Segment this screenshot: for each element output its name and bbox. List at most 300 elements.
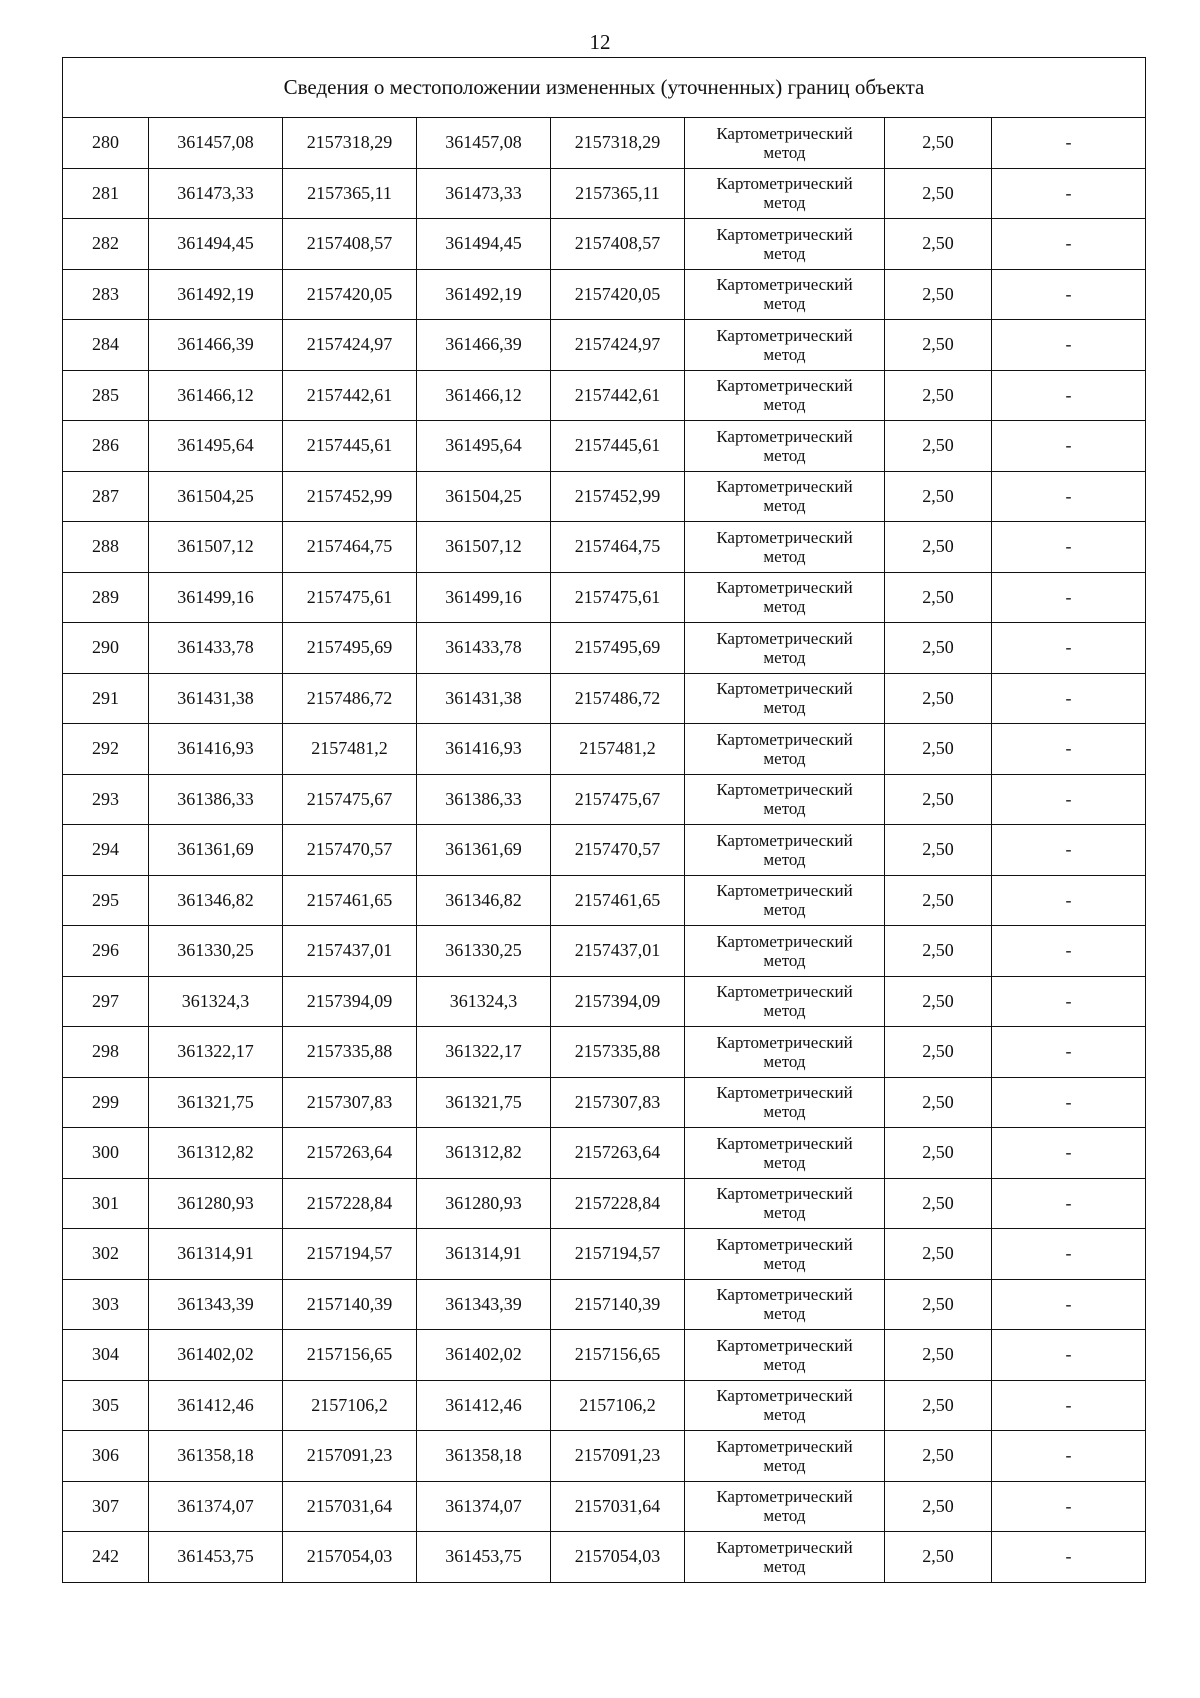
table-row [63,320,1146,371]
method-line-2: метод [763,445,806,465]
method-cell [685,269,885,320]
table-row [63,926,1146,977]
refined-x-cell: 361412,46 [417,1380,551,1431]
method-cell [685,1532,885,1583]
method-cell [685,976,885,1027]
description-cell: - [992,976,1146,1027]
method-line-1: Картометрический [716,1032,853,1052]
refined-y-cell: 2157318,29 [551,118,685,169]
table-row [63,1128,1146,1179]
point-number-cell: 284 [63,320,149,371]
method-line-1: Картометрический [716,376,853,396]
refined-y-cell: 2157140,39 [551,1279,685,1330]
existing-y-cell: 2157470,57 [283,825,417,876]
table-row [63,976,1146,1027]
accuracy-cell: 2,50 [885,673,992,724]
method-cell [685,875,885,926]
existing-y-cell: 2157461,65 [283,875,417,926]
point-number-cell: 301 [63,1178,149,1229]
refined-x-cell: 361507,12 [417,522,551,573]
accuracy-cell: 2,50 [885,1330,992,1381]
accuracy-cell: 2,50 [885,976,992,1027]
refined-x-cell: 361324,3 [417,976,551,1027]
accuracy-cell: 2,50 [885,875,992,926]
method-line-1: Картометрический [716,224,853,244]
refined-y-cell: 2157442,61 [551,370,685,421]
refined-y-cell: 2157424,97 [551,320,685,371]
table-row [63,875,1146,926]
coordinates-table [62,57,1146,1583]
existing-y-cell: 2157156,65 [283,1330,417,1381]
point-number-cell: 303 [63,1279,149,1330]
existing-x-cell: 361346,82 [149,875,283,926]
point-number-cell: 306 [63,1431,149,1482]
method-line-2: метод [763,799,806,819]
refined-y-cell: 2157464,75 [551,522,685,573]
refined-x-cell: 361495,64 [417,421,551,472]
accuracy-cell: 2,50 [885,1532,992,1583]
refined-x-cell: 361386,33 [417,774,551,825]
accuracy-cell: 2,50 [885,421,992,472]
table-row [63,1330,1146,1381]
refined-x-cell: 361494,45 [417,219,551,270]
description-cell: - [992,1279,1146,1330]
description-cell: - [992,572,1146,623]
description-cell: - [992,1229,1146,1280]
method-line-1: Картометрический [716,477,853,497]
existing-y-cell: 2157263,64 [283,1128,417,1179]
accuracy-cell: 2,50 [885,1128,992,1179]
method-cell [685,421,885,472]
method-cell [685,623,885,674]
method-line-1: Картометрический [716,325,853,345]
refined-y-cell: 2157486,72 [551,673,685,724]
point-number-cell: 295 [63,875,149,926]
method-line-1: Картометрический [716,780,853,800]
point-number-cell: 291 [63,673,149,724]
point-number-cell: 290 [63,623,149,674]
method-line-1: Картометрический [716,881,853,901]
existing-y-cell: 2157228,84 [283,1178,417,1229]
table-row [63,522,1146,573]
method-cell [685,1077,885,1128]
existing-x-cell: 361321,75 [149,1077,283,1128]
refined-x-cell: 361473,33 [417,168,551,219]
table-row [63,219,1146,270]
table-row [63,572,1146,623]
method-line-2: метод [763,1354,806,1374]
refined-x-cell: 361330,25 [417,926,551,977]
refined-y-cell: 2157470,57 [551,825,685,876]
method-line-1: Картометрический [716,931,853,951]
refined-x-cell: 361346,82 [417,875,551,926]
point-number-cell: 286 [63,421,149,472]
description-cell: - [992,1532,1146,1583]
refined-y-cell: 2157475,61 [551,572,685,623]
point-number-cell: 285 [63,370,149,421]
existing-x-cell: 361431,38 [149,673,283,724]
method-line-1: Картометрический [716,830,853,850]
method-cell [685,1279,885,1330]
accuracy-cell: 2,50 [885,219,992,270]
refined-y-cell: 2157461,65 [551,875,685,926]
point-number-cell: 299 [63,1077,149,1128]
method-line-1: Картометрический [716,1537,853,1557]
existing-x-cell: 361494,45 [149,219,283,270]
existing-x-cell: 361495,64 [149,421,283,472]
refined-y-cell: 2157420,05 [551,269,685,320]
existing-y-cell: 2157054,03 [283,1532,417,1583]
description-cell: - [992,219,1146,270]
method-line-2: метод [763,142,806,162]
method-cell [685,1229,885,1280]
refined-y-cell: 2157335,88 [551,1027,685,1078]
point-number-cell: 282 [63,219,149,270]
method-line-1: Картометрический [716,1285,853,1305]
accuracy-cell: 2,50 [885,320,992,371]
existing-y-cell: 2157442,61 [283,370,417,421]
existing-y-cell: 2157408,57 [283,219,417,270]
existing-x-cell: 361280,93 [149,1178,283,1229]
existing-y-cell: 2157394,09 [283,976,417,1027]
point-number-cell: 296 [63,926,149,977]
point-number-cell: 289 [63,572,149,623]
method-line-2: метод [763,1152,806,1172]
refined-y-cell: 2157437,01 [551,926,685,977]
existing-y-cell: 2157424,97 [283,320,417,371]
existing-y-cell: 2157495,69 [283,623,417,674]
refined-x-cell: 361453,75 [417,1532,551,1583]
refined-x-cell: 361361,69 [417,825,551,876]
method-line-2: метод [763,496,806,516]
existing-x-cell: 361314,91 [149,1229,283,1280]
method-cell [685,825,885,876]
section-title: Сведения о местоположении измененных (уточненных) границ объекта [63,58,1146,118]
description-cell: - [992,320,1146,371]
method-cell [685,774,885,825]
table-row [63,1279,1146,1330]
method-cell [685,1380,885,1431]
method-line-2: метод [763,698,806,718]
existing-y-cell: 2157486,72 [283,673,417,724]
point-number-cell: 298 [63,1027,149,1078]
existing-x-cell: 361358,18 [149,1431,283,1482]
refined-y-cell: 2157054,03 [551,1532,685,1583]
refined-x-cell: 361457,08 [417,118,551,169]
existing-y-cell: 2157106,2 [283,1380,417,1431]
table-row [63,168,1146,219]
accuracy-cell: 2,50 [885,269,992,320]
method-line-2: метод [763,1001,806,1021]
description-cell: - [992,269,1146,320]
method-cell [685,1431,885,1482]
method-line-1: Картометрический [716,1234,853,1254]
refined-x-cell: 361433,78 [417,623,551,674]
table-row [63,825,1146,876]
refined-y-cell: 2157228,84 [551,1178,685,1229]
existing-y-cell: 2157481,2 [283,724,417,775]
table-row [63,1481,1146,1532]
accuracy-cell: 2,50 [885,118,992,169]
existing-x-cell: 361386,33 [149,774,283,825]
table-row [63,673,1146,724]
description-cell: - [992,421,1146,472]
refined-y-cell: 2157307,83 [551,1077,685,1128]
existing-x-cell: 361504,25 [149,471,283,522]
table-row [63,1027,1146,1078]
existing-x-cell: 361343,39 [149,1279,283,1330]
description-cell: - [992,774,1146,825]
point-number-cell: 307 [63,1481,149,1532]
refined-x-cell: 361374,07 [417,1481,551,1532]
method-line-1: Картометрический [716,1133,853,1153]
existing-y-cell: 2157307,83 [283,1077,417,1128]
refined-x-cell: 361431,38 [417,673,551,724]
description-cell: - [992,1077,1146,1128]
method-line-2: метод [763,395,806,415]
existing-x-cell: 361330,25 [149,926,283,977]
existing-y-cell: 2157335,88 [283,1027,417,1078]
refined-x-cell: 361280,93 [417,1178,551,1229]
method-line-2: метод [763,243,806,263]
refined-y-cell: 2157481,2 [551,724,685,775]
table-row [63,774,1146,825]
refined-y-cell: 2157031,64 [551,1481,685,1532]
table-row [63,269,1146,320]
table-row [63,471,1146,522]
description-cell: - [992,370,1146,421]
method-line-2: метод [763,1506,806,1526]
existing-y-cell: 2157437,01 [283,926,417,977]
method-cell [685,168,885,219]
method-line-1: Картометрический [716,1083,853,1103]
method-line-1: Картометрический [716,1436,853,1456]
point-number-cell: 280 [63,118,149,169]
refined-x-cell: 361312,82 [417,1128,551,1179]
method-line-1: Картометрический [716,123,853,143]
accuracy-cell: 2,50 [885,471,992,522]
table-row [63,370,1146,421]
method-cell [685,118,885,169]
description-cell: - [992,825,1146,876]
accuracy-cell: 2,50 [885,370,992,421]
method-line-1: Картометрический [716,982,853,1002]
point-number-cell: 305 [63,1380,149,1431]
table-row [63,724,1146,775]
table-row [63,1532,1146,1583]
method-line-2: метод [763,1304,806,1324]
refined-y-cell: 2157495,69 [551,623,685,674]
accuracy-cell: 2,50 [885,1178,992,1229]
method-cell [685,724,885,775]
description-cell: - [992,875,1146,926]
refined-y-cell: 2157194,57 [551,1229,685,1280]
method-line-2: метод [763,1455,806,1475]
existing-x-cell: 361402,02 [149,1330,283,1381]
description-cell: - [992,1027,1146,1078]
description-cell: - [992,1178,1146,1229]
method-line-2: метод [763,1102,806,1122]
existing-x-cell: 361466,39 [149,320,283,371]
accuracy-cell: 2,50 [885,522,992,573]
table-row [63,1380,1146,1431]
method-line-2: метод [763,748,806,768]
accuracy-cell: 2,50 [885,774,992,825]
refined-y-cell: 2157106,2 [551,1380,685,1431]
refined-x-cell: 361492,19 [417,269,551,320]
existing-y-cell: 2157365,11 [283,168,417,219]
accuracy-cell: 2,50 [885,1380,992,1431]
table-row [63,1431,1146,1482]
existing-x-cell: 361374,07 [149,1481,283,1532]
point-number-cell: 242 [63,1532,149,1583]
accuracy-cell: 2,50 [885,623,992,674]
existing-x-cell: 361312,82 [149,1128,283,1179]
method-line-2: метод [763,597,806,617]
point-number-cell: 281 [63,168,149,219]
method-line-2: метод [763,1405,806,1425]
accuracy-cell: 2,50 [885,724,992,775]
point-number-cell: 293 [63,774,149,825]
existing-x-cell: 361457,08 [149,118,283,169]
existing-y-cell: 2157318,29 [283,118,417,169]
existing-y-cell: 2157452,99 [283,471,417,522]
existing-x-cell: 361416,93 [149,724,283,775]
point-number-cell: 297 [63,976,149,1027]
refined-x-cell: 361416,93 [417,724,551,775]
table-body [63,58,1146,1583]
refined-y-cell: 2157156,65 [551,1330,685,1381]
point-number-cell: 302 [63,1229,149,1280]
method-cell [685,926,885,977]
refined-y-cell: 2157263,64 [551,1128,685,1179]
method-line-1: Картометрический [716,628,853,648]
method-line-2: метод [763,546,806,566]
existing-x-cell: 361433,78 [149,623,283,674]
method-line-2: метод [763,1203,806,1223]
accuracy-cell: 2,50 [885,1431,992,1482]
refined-x-cell: 361343,39 [417,1279,551,1330]
existing-y-cell: 2157140,39 [283,1279,417,1330]
point-number-cell: 287 [63,471,149,522]
table-row [63,421,1146,472]
existing-y-cell: 2157475,61 [283,572,417,623]
existing-x-cell: 361473,33 [149,168,283,219]
point-number-cell: 304 [63,1330,149,1381]
accuracy-cell: 2,50 [885,1077,992,1128]
page-number: 12 [589,30,611,54]
method-line-2: метод [763,647,806,667]
point-number-cell: 288 [63,522,149,573]
refined-x-cell: 361358,18 [417,1431,551,1482]
method-cell [685,320,885,371]
table-row [63,118,1146,169]
description-cell: - [992,1481,1146,1532]
accuracy-cell: 2,50 [885,168,992,219]
refined-x-cell: 361499,16 [417,572,551,623]
method-cell [685,219,885,270]
refined-y-cell: 2157452,99 [551,471,685,522]
existing-x-cell: 361466,12 [149,370,283,421]
method-line-2: метод [763,294,806,314]
existing-y-cell: 2157464,75 [283,522,417,573]
accuracy-cell: 2,50 [885,1027,992,1078]
existing-y-cell: 2157445,61 [283,421,417,472]
method-line-1: Картометрический [716,578,853,598]
description-cell: - [992,1380,1146,1431]
accuracy-cell: 2,50 [885,1229,992,1280]
method-cell [685,522,885,573]
description-cell: - [992,724,1146,775]
existing-y-cell: 2157420,05 [283,269,417,320]
description-cell: - [992,1330,1146,1381]
description-cell: - [992,926,1146,977]
existing-y-cell: 2157475,67 [283,774,417,825]
method-line-1: Картометрический [716,275,853,295]
method-cell [685,572,885,623]
existing-x-cell: 361412,46 [149,1380,283,1431]
point-number-cell: 292 [63,724,149,775]
method-line-2: метод [763,1556,806,1576]
existing-y-cell: 2157091,23 [283,1431,417,1482]
method-line-1: Картометрический [716,1487,853,1507]
method-line-2: метод [763,950,806,970]
method-cell [685,1481,885,1532]
refined-y-cell: 2157445,61 [551,421,685,472]
description-cell: - [992,168,1146,219]
existing-x-cell: 361499,16 [149,572,283,623]
method-cell [685,370,885,421]
existing-y-cell: 2157031,64 [283,1481,417,1532]
accuracy-cell: 2,50 [885,1279,992,1330]
point-number-cell: 294 [63,825,149,876]
method-line-1: Картометрический [716,679,853,699]
point-number-cell: 283 [63,269,149,320]
method-cell [685,1330,885,1381]
table-row [63,1077,1146,1128]
existing-x-cell: 361492,19 [149,269,283,320]
method-line-1: Картометрический [716,1184,853,1204]
point-number-cell: 300 [63,1128,149,1179]
method-line-2: метод [763,849,806,869]
method-line-2: метод [763,900,806,920]
section-header-row [63,58,1146,118]
accuracy-cell: 2,50 [885,1481,992,1532]
refined-y-cell: 2157475,67 [551,774,685,825]
method-line-2: метод [763,344,806,364]
method-cell [685,1027,885,1078]
refined-y-cell: 2157091,23 [551,1431,685,1482]
method-line-1: Картометрический [716,1386,853,1406]
method-line-1: Картометрический [716,527,853,547]
refined-x-cell: 361321,75 [417,1077,551,1128]
description-cell: - [992,522,1146,573]
existing-x-cell: 361322,17 [149,1027,283,1078]
method-line-1: Картометрический [716,426,853,446]
method-line-2: метод [763,1253,806,1273]
method-line-1: Картометрический [716,1335,853,1355]
refined-y-cell: 2157365,11 [551,168,685,219]
description-cell: - [992,471,1146,522]
refined-x-cell: 361322,17 [417,1027,551,1078]
method-line-2: метод [763,193,806,213]
existing-x-cell: 361453,75 [149,1532,283,1583]
existing-y-cell: 2157194,57 [283,1229,417,1280]
existing-x-cell: 361507,12 [149,522,283,573]
description-cell: - [992,673,1146,724]
method-line-2: метод [763,1051,806,1071]
refined-x-cell: 361314,91 [417,1229,551,1280]
